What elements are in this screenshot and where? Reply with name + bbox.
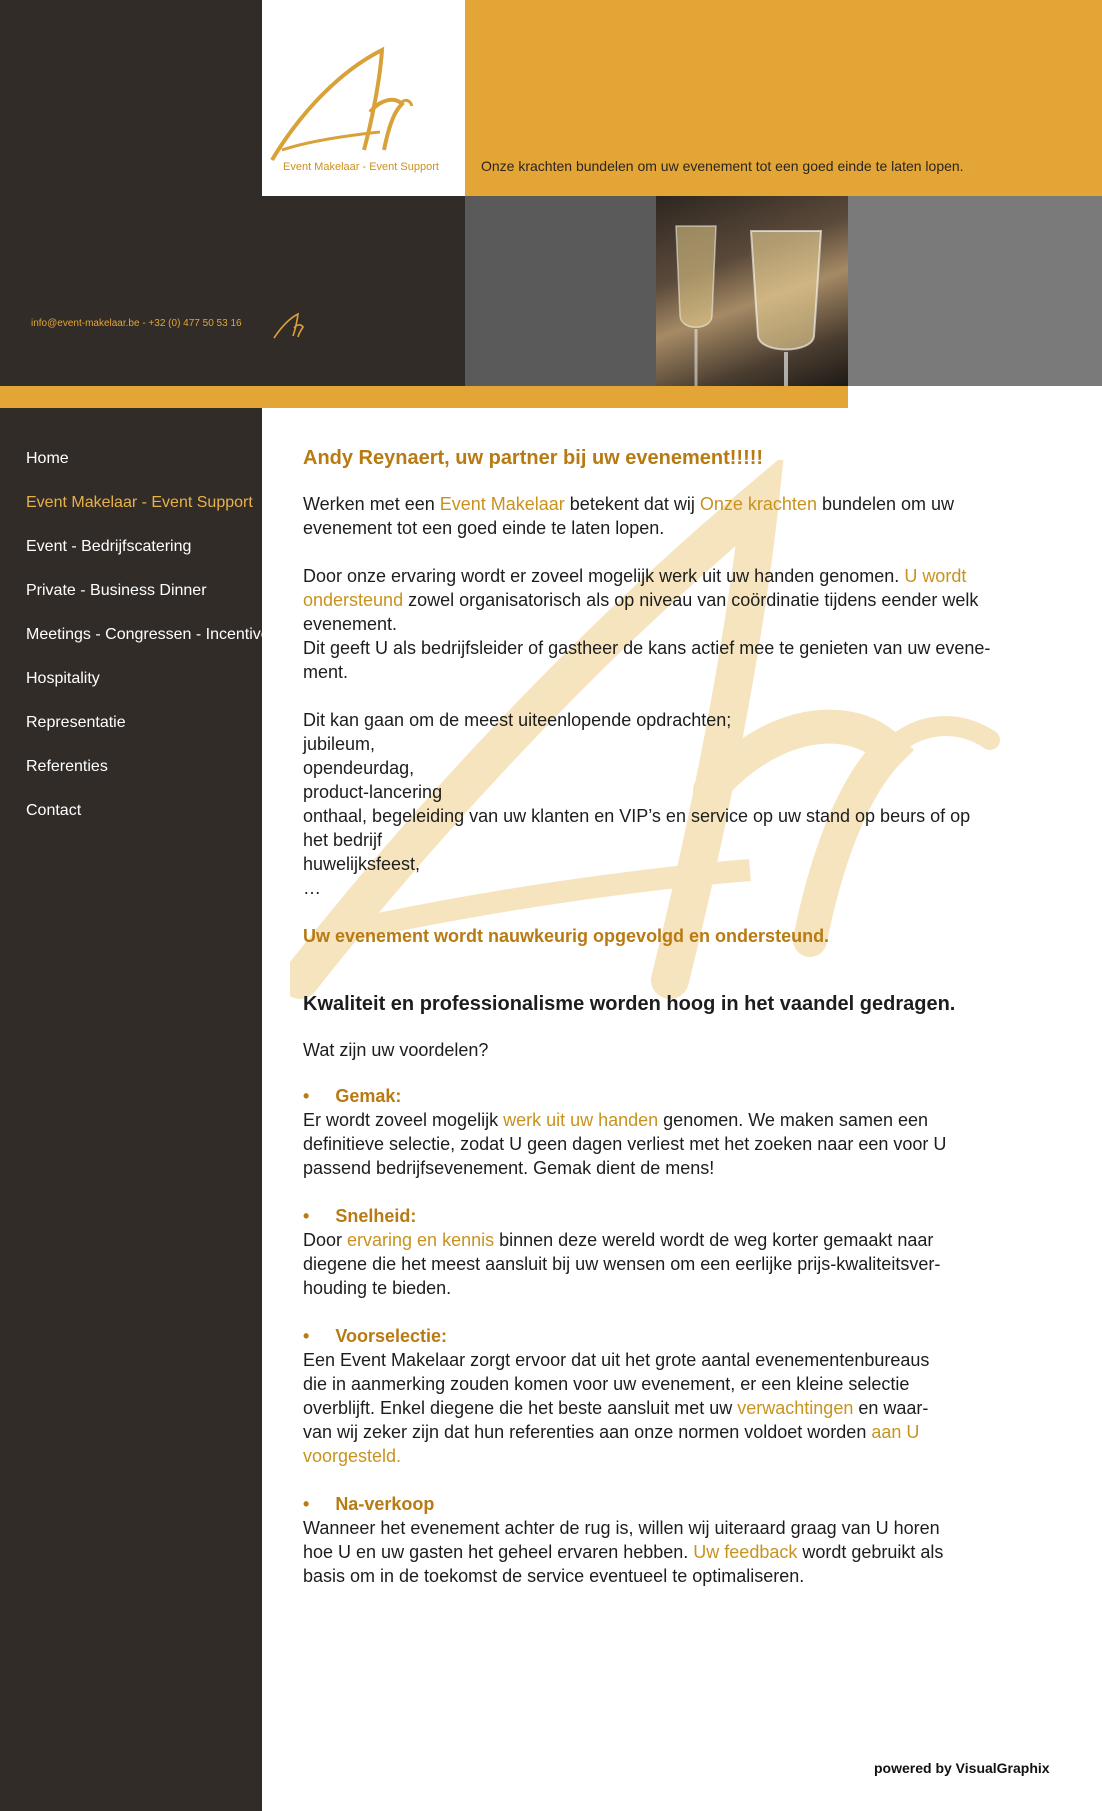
advantage-snelheid: • Snelheid: Door ervaring en kennis binnen deze wereld wordt de weg korter gemaakt naar diegene die het meest aansluit bij uw wensen om een eerlijke prijs-kwaliteitsver- houding te bieden. bbox=[303, 1206, 941, 1298]
link-voorgesteld[interactable]: voorgesteld. bbox=[303, 1446, 402, 1466]
nav-item-bedrijfscatering[interactable]: Event - Bedrijfscatering bbox=[26, 538, 192, 555]
sidebar-background bbox=[0, 0, 262, 1811]
list-item: onthaal, begeleiding van uw klanten en VIP’s en service op uw stand op beurs of op bbox=[303, 806, 971, 826]
advantage-voorselectie: • Voorselectie: Een Event Makelaar zorgt ervoor dat uit het grote aantal evenementenbureaus die in aanmerking zouden komen voor uw evenement, er een kleine selectie overblijft. Enkel diegene die het beste aansluit met uw verwachtingen en waar- van wij zeker zijn dat hun referenties aan onze normen voldoet worden aan U voorgesteld. bbox=[303, 1326, 930, 1466]
nav-item-meetings[interactable]: Meetings - Congressen - Incentives bbox=[26, 626, 278, 643]
powered-by-credit[interactable]: powered by VisualGraphix bbox=[874, 1760, 1050, 1776]
link-verwachtingen[interactable]: verwachtingen bbox=[737, 1398, 854, 1418]
contact-info[interactable]: info@event-makelaar.be - +32 (0) 477 50 53 16 bbox=[31, 318, 242, 329]
link-onze-krachten[interactable]: Onze krachten bbox=[699, 494, 817, 514]
list-item: jubileum, bbox=[303, 734, 376, 754]
link-werk-uit-uw-handen[interactable]: werk uit uw handen bbox=[503, 1110, 659, 1130]
assignments-list: Dit kan gaan om de meest uiteenlopende opdrachten; jubileum, opendeurdag, product-lancering onthaal, begeleiding van uw klanten en VIP’s en service op uw stand op beurs of op het bedrijf huwelijksfeest, … bbox=[303, 710, 971, 898]
list-item: … bbox=[303, 878, 321, 898]
logo-caption: Event Makelaar - Event Support bbox=[283, 161, 439, 173]
link-uw-feedback[interactable]: Uw feedback bbox=[693, 1542, 798, 1562]
link-u-wordt[interactable]: U wordt bbox=[904, 566, 967, 586]
header-divider-strip bbox=[0, 386, 848, 408]
header-tagline: Onze krachten bundelen om uw evenement tot een goed einde te laten lopen. bbox=[481, 158, 964, 174]
advantage-na-verkoop: • Na-verkoop Wanneer het evenement achter de rug is, willen wij uiteraard graag van U horen hoe U en uw gasten het geheel ervaren hebben. Uw feedback wordt gebruikt als basis om in de toekomst de service eventueel te optimaliseren. bbox=[303, 1494, 944, 1586]
link-ondersteund[interactable]: ondersteund bbox=[303, 590, 404, 610]
link-aan-u[interactable]: aan U bbox=[871, 1422, 920, 1442]
link-ervaring-en-kennis[interactable]: ervaring en kennis bbox=[347, 1230, 495, 1250]
advantages-question: Wat zijn uw voordelen? bbox=[303, 1040, 489, 1060]
list-item: huwelijksfeest, bbox=[303, 854, 421, 874]
nav-item-home[interactable]: Home bbox=[26, 450, 69, 467]
link-event-makelaar[interactable]: Event Makelaar bbox=[439, 494, 565, 514]
list-item: opendeurdag, bbox=[303, 758, 415, 778]
nav-item-referenties[interactable]: Referenties bbox=[26, 758, 108, 775]
header-gray-block-right bbox=[848, 196, 1102, 386]
nav-item-contact[interactable]: Contact bbox=[26, 802, 82, 819]
followup-statement: Uw evenement wordt nauwkeurig opgevolgd en ondersteund. bbox=[303, 926, 830, 946]
list-item: het bedrijf bbox=[303, 830, 383, 850]
header-gray-block bbox=[465, 196, 656, 386]
advantage-gemak: • Gemak: Er wordt zoveel mogelijk werk uit uw handen genomen. We maken samen een definitieve selectie, zodat U geen dagen verliest met het zoeken naar een voor U passend bedrijfsevenement. Gemak dient de mens! bbox=[303, 1086, 947, 1178]
nav-item-hospitality[interactable]: Hospitality bbox=[26, 670, 100, 687]
experience-paragraph: Door onze ervaring wordt er zoveel mogelijk werk uit uw handen genomen. U wordt ondersteund zowel organisatorisch als op niveau van coördinatie tijdens eender welk evenement. Dit geeft U als bedrijfsleider of gastheer de kans actief mee te genieten van uw evene- ment. bbox=[303, 566, 991, 682]
nav-item-event-makelaar[interactable]: Event Makelaar - Event Support bbox=[26, 494, 253, 511]
header-dark-block bbox=[262, 196, 465, 386]
small-logo-icon bbox=[270, 304, 310, 344]
quality-heading: Kwaliteit en professionalisme worden hoog in het vaandel gedragen. bbox=[303, 993, 956, 1015]
list-item: product-lancering bbox=[303, 782, 443, 802]
nav-item-business-dinner[interactable]: Private - Business Dinner bbox=[26, 582, 207, 599]
champagne-photo bbox=[656, 196, 848, 386]
nav-item-representatie[interactable]: Representatie bbox=[26, 714, 126, 731]
main-content bbox=[303, 446, 1028, 1588]
intro-paragraph: Werken met een Event Makelaar betekent dat wij Onze krachten bundelen om uw evenement tot een goed einde te laten lopen. bbox=[303, 494, 955, 538]
page-heading: Andy Reynaert, uw partner bij uw evenement!!!!! bbox=[303, 447, 764, 469]
